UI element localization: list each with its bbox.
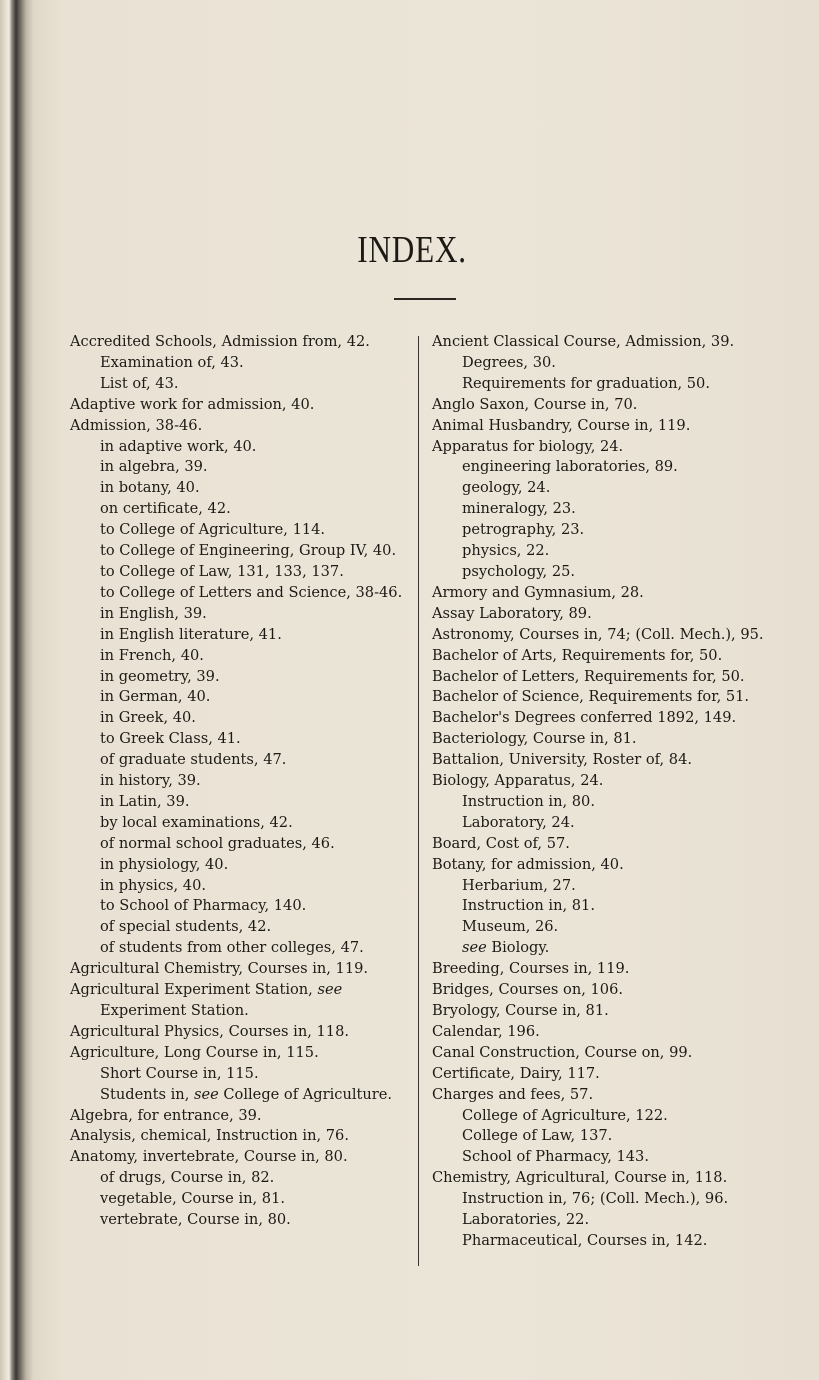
index-entry (432, 1231, 777, 1252)
index-entry (70, 980, 410, 1022)
index-entry (432, 855, 777, 876)
index-entry (70, 771, 410, 792)
index-entry (70, 1043, 410, 1064)
index-entry (70, 687, 410, 708)
index-entry-text: of students from other colleges, 47. (100, 939, 364, 957)
index-entry (70, 1189, 410, 1210)
index-entry (70, 876, 410, 897)
index-entry-text: College of Agriculture, 122. (462, 1106, 668, 1124)
index-entry-text: College of Law, 137. (462, 1127, 613, 1145)
index-entry-text: Herbarium, 27. (462, 876, 576, 894)
index-entry-text: in English literature, 41. (100, 625, 282, 643)
index-entry (70, 917, 410, 938)
index-entry (70, 1126, 410, 1147)
index-entry-text: Bachelor of Letters, Requirements for, 50. (432, 667, 745, 685)
index-entry (70, 855, 410, 876)
index-entry (432, 834, 777, 855)
index-entry-text: in Latin, 39. (100, 792, 190, 810)
index-entry-text: Agricultural Physics, Courses in, 118. (70, 1022, 349, 1040)
index-entry (70, 1064, 410, 1085)
index-entry-text: to College of Agriculture, 114. (100, 521, 326, 539)
index-entry-text: Charges and fees, 57. (432, 1085, 594, 1103)
index-entry (432, 625, 777, 646)
see-reference-target: Biology. (486, 939, 550, 957)
index-entry-text: Degrees, 30. (462, 353, 556, 371)
index-entry-text: Algebra, for entrance, 39. (70, 1106, 262, 1124)
index-entry-text: in English, 39. (100, 604, 207, 622)
index-entry (432, 1126, 777, 1147)
index-entry-text: vegetable, Course in, 81. (100, 1190, 285, 1208)
index-entry (70, 625, 410, 646)
index-entry (432, 959, 777, 980)
index-entry-text: Admission, 38-46. (70, 416, 203, 434)
index-entry-text: Battalion, University, Roster of, 84. (432, 751, 693, 769)
index-entry (432, 917, 777, 938)
index-entry-text: Anglo Saxon, Course in, 70. (432, 395, 638, 413)
index-entry-text: Botany, for admission, 40. (432, 855, 624, 873)
index-entry (432, 980, 777, 1001)
index-entry-text: Museum, 26. (462, 918, 559, 936)
index-entry (70, 1210, 410, 1231)
column-divider (418, 336, 419, 1266)
index-entry-text: to School of Pharmacy, 140. (100, 897, 307, 915)
index-entry-text: Examination of, 43. (100, 353, 244, 371)
index-entry (70, 938, 410, 959)
index-entry (432, 583, 777, 604)
see-reference-target: College of Agriculture. (218, 1085, 393, 1103)
index-entry-text: to College of Law, 131, 133, 137. (100, 562, 344, 580)
index-entry-text: Ancient Classical Course, Admission, 39. (432, 333, 735, 350)
index-entry (432, 1064, 777, 1085)
index-entry (432, 457, 777, 478)
index-entry-text: Instruction in, 76; (Coll. Mech.), 96. (462, 1190, 729, 1208)
index-entry-text: in physics, 40. (100, 876, 206, 894)
index-entry (70, 604, 410, 625)
index-entry-text: Short Course in, 115. (100, 1064, 259, 1082)
index-entry-text: Pharmaceutical, Courses in, 142. (462, 1231, 708, 1249)
index-entry-text: in Greek, 40. (100, 709, 196, 727)
index-entry (432, 813, 777, 834)
index-entry-text: of normal school graduates, 46. (100, 834, 335, 852)
index-entry (70, 729, 410, 750)
see-reference-label: see (462, 939, 487, 957)
index-entry (70, 1147, 410, 1168)
index-entry (70, 583, 410, 604)
index-entry (70, 520, 410, 541)
book-spine-gutter (0, 0, 34, 1380)
index-entry-text: Animal Husbandry, Course in, 119. (432, 416, 691, 434)
index-entry-text: of special students, 42. (100, 918, 272, 936)
index-entry (432, 374, 777, 395)
index-entry-text: Bryology, Course in, 81. (432, 1002, 609, 1019)
index-entry-text: Students in, (100, 1085, 194, 1103)
see-reference-label: see (193, 1085, 219, 1103)
index-entry-text: Bachelor of Science, Requirements for, 51. (432, 688, 750, 706)
index-entry (70, 646, 410, 667)
index-entry (432, 353, 777, 374)
index-entry (432, 395, 777, 416)
index-entry (70, 374, 410, 395)
index-entry-text: in geometry, 39. (100, 667, 220, 685)
index-entry (70, 959, 410, 980)
index-entry (432, 708, 777, 729)
index-entry-text: Requirements for graduation, 50. (462, 374, 710, 392)
index-entry-text: mineralogy, 23. (462, 500, 576, 518)
index-entry-text: Bachelor of Arts, Requirements for, 50. (432, 646, 723, 664)
see-reference-label: see (317, 981, 343, 999)
index-entry-text: in adaptive work, 40. (100, 437, 257, 455)
index-entry-text: in physiology, 40. (100, 855, 229, 873)
index-entry (432, 687, 777, 708)
index-entry (432, 541, 777, 562)
index-entry-text: physics, 22. (462, 542, 550, 560)
index-entry-text: Apparatus for biology, 24. (432, 437, 624, 455)
index-entry (70, 395, 410, 416)
index-entry (70, 562, 410, 583)
index-entry (432, 1022, 777, 1043)
index-entry-text: by local examinations, 42. (100, 813, 293, 831)
index-entry (432, 520, 777, 541)
index-entry (70, 499, 410, 520)
index-entry (432, 896, 777, 917)
index-entry-text: Accredited Schools, Admission from, 42. (70, 333, 370, 350)
index-entry-text: School of Pharmacy, 143. (462, 1148, 649, 1166)
index-entry (432, 792, 777, 813)
index-entry (70, 457, 410, 478)
index-entry-text: of drugs, Course in, 82. (100, 1169, 275, 1187)
index-entry (432, 771, 777, 792)
index-entry (70, 1106, 410, 1127)
index-entry-text: vertebrate, Course in, 80. (100, 1211, 291, 1229)
index-entry (432, 646, 777, 667)
index-entry (70, 813, 410, 834)
index-entry (70, 332, 410, 353)
index-entry (432, 1106, 777, 1127)
index-entry (432, 1168, 777, 1189)
index-entry (70, 541, 410, 562)
index-entry (70, 478, 410, 499)
index-entry (70, 834, 410, 855)
index-entry (70, 708, 410, 729)
index-entry-text: Bachelor's Degrees conferred 1892, 149. (432, 709, 737, 727)
index-entry (432, 1001, 777, 1022)
index-entry-text: in history, 39. (100, 772, 201, 790)
index-entry (432, 416, 777, 437)
index-entry (432, 562, 777, 583)
index-entry-text: Laboratories, 22. (462, 1211, 590, 1229)
index-entry-text: Biology, Apparatus, 24. (432, 772, 604, 790)
index-entry-text: Laboratory, 24. (462, 813, 575, 831)
index-entry-text: Agricultural Experiment Station, (70, 981, 318, 999)
index-entry (432, 1085, 777, 1106)
index-entry-text: Canal Construction, Course on, 99. (432, 1043, 693, 1061)
index-entry (70, 353, 410, 374)
index-entry-text: to Greek Class, 41. (100, 730, 241, 748)
index-entry-text: Breeding, Courses in, 119. (432, 960, 630, 978)
index-entry-text: Instruction in, 81. (462, 897, 595, 915)
index-entry-text: in botany, 40. (100, 479, 200, 497)
index-entry (432, 938, 777, 959)
index-entry-text: to College of Letters and Science, 38-46. (100, 583, 403, 601)
index-entry-text: in algebra, 39. (100, 458, 208, 476)
index-entry-text: Bacteriology, Course in, 81. (432, 730, 637, 748)
index-entry-text: Calendar, 196. (432, 1022, 540, 1040)
index-entry-text: Board, Cost of, 57. (432, 834, 570, 852)
index-entry (432, 729, 777, 750)
index-entry-text: Anatomy, invertebrate, Course in, 80. (70, 1148, 348, 1166)
index-entry-text: in German, 40. (100, 688, 211, 706)
index-entry (70, 750, 410, 771)
index-entry-text: Astronomy, Courses in, 74; (Coll. Mech.), 95. (432, 625, 764, 643)
index-entry (432, 1147, 777, 1168)
index-entry-text: Certificate, Dairy, 117. (432, 1064, 600, 1082)
index-column-right (432, 332, 777, 1252)
index-entry-text: psychology, 25. (462, 562, 576, 580)
index-entry-text: of graduate students, 47. (100, 751, 287, 769)
index-entry (432, 478, 777, 499)
index-entry (70, 1022, 410, 1043)
index-entry-text: Assay Laboratory, 89. (432, 604, 592, 622)
index-entry (432, 437, 777, 458)
index-entry-text: Chemistry, Agricultural, Course in, 118. (432, 1169, 728, 1187)
index-entry (70, 1085, 410, 1106)
index-column-left (70, 332, 410, 1231)
index-entry (432, 750, 777, 771)
index-entry (70, 792, 410, 813)
index-entry-text: petrography, 23. (462, 521, 585, 539)
title-rule (394, 298, 456, 300)
index-entry-text: engineering laboratories, 89. (462, 458, 678, 476)
see-reference-target: Experiment Station. (100, 1002, 249, 1019)
index-entry-text: Agricultural Chemistry, Courses in, 119. (70, 960, 369, 978)
index-entry (432, 1043, 777, 1064)
index-entry (432, 1210, 777, 1231)
index-entry (70, 1168, 410, 1189)
index-entry-text: in French, 40. (100, 646, 204, 664)
index-entry (432, 332, 777, 353)
index-entry-text: Armory and Gymnasium, 28. (432, 583, 644, 601)
index-entry-text: Agriculture, Long Course in, 115. (70, 1043, 319, 1061)
index-entry-text: geology, 24. (462, 479, 551, 497)
index-entry-text: Analysis, chemical, Instruction in, 76. (70, 1127, 349, 1145)
index-entry (70, 896, 410, 917)
index-entry (432, 604, 777, 625)
index-entry-text: Adaptive work for admission, 40. (70, 395, 315, 413)
index-entry-text: on certificate, 42. (100, 500, 231, 518)
index-entry (432, 667, 777, 688)
index-entry (70, 416, 410, 437)
index-entry (432, 499, 777, 520)
index-entry (70, 437, 410, 458)
index-entry (432, 1189, 777, 1210)
index-entry-text: Bridges, Courses on, 106. (432, 981, 623, 999)
page-title: INDEX. (357, 229, 467, 271)
index-entry (70, 667, 410, 688)
index-entry-text: Instruction in, 80. (462, 792, 595, 810)
index-entry (432, 876, 777, 897)
index-entry-text: List of, 43. (100, 374, 179, 392)
index-entry-text: to College of Engineering, Group IV, 40. (100, 542, 397, 560)
